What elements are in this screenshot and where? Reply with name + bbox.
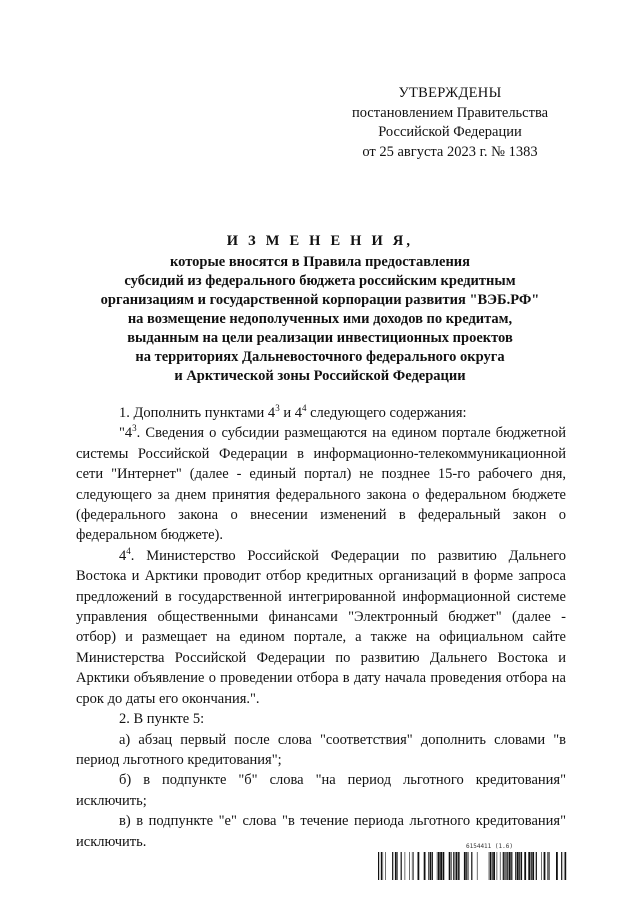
approved-line-1: постановлением Правительства (351, 104, 549, 121)
title-line: организациям и государственной корпорации развития "ВЭБ.РФ" (100, 292, 540, 308)
approved-line-2: Российской Федерации (378, 124, 522, 140)
document-body (76, 403, 566, 852)
paragraph-4-4: $4^4$. Министерство Российской Федерации по развитию Дальнего Востока и Арктики проводит отбор кредитных организаций в форме запроса предложений в государственной интегрированной информационной системе управления общественными финансами "Электронный бюджет" (далее - отбор) и размещает на едином портале, а также на официальном сайте Министерства Российской Федерации по развитию Дальнего Востока и Арктики объявление о проведении отбора в дату начала проведения отбора на срок до даты его окончания.". (76, 546, 566, 707)
approved-heading: УТВЕРЖДЕНЫ (398, 85, 502, 101)
title-line: на возмещение недополученных ими доходов по кредитам, (127, 311, 513, 327)
approved-line-3: от 25 августа 2023 г. № 1383 (362, 143, 538, 160)
title-line: на территориях Дальневосточного федерального округа (135, 349, 505, 365)
paragraph-1: 1. Дополнить пунктами $4^3$ и $4^4$ следующего содержания: (119, 403, 467, 421)
barcode-number: 6154411 (1.6) (466, 843, 513, 850)
title-line: которые вносятся в Правила предоставления (169, 254, 470, 270)
approval-stamp (330, 84, 570, 162)
title-heading: И З М Е Н Е Н И Я, (226, 233, 414, 249)
title-line: и Арктической зоны Российской Федерации (174, 368, 466, 384)
paragraph-4-3: "$4^3$. Сведения о субсидии размещаются на едином портале бюджетной системы Российской Федерации в информационно-телекоммуникационной сети "Интернет" (далее - единый портал) не позднее 15-го рабочего дня, следующего за днем принятия федерального закона о федеральном бюджете (федерального закона о внесении изменений в федеральный закон о федеральном бюджете). (76, 423, 566, 544)
title-line: выданным на цели реализации инвестиционных проектов (127, 330, 513, 346)
subparagraph-v: в) в подпункте "е" слова "в течение периода льготного кредитования" исключить. (76, 813, 566, 850)
title-line: субсидий из федерального бюджета российским кредитным (124, 273, 516, 289)
subparagraph-b: б) в подпункте "б" слова "на период льготного кредитования" исключить; (76, 772, 566, 809)
barcode-icon (378, 852, 568, 880)
document-title (60, 232, 580, 386)
paragraph-2: 2. В пункте 5: (119, 711, 205, 728)
subparagraph-a: а) абзац первый после слова "соответствия" дополнить словами "в период льготного кредитования"; (76, 731, 566, 768)
